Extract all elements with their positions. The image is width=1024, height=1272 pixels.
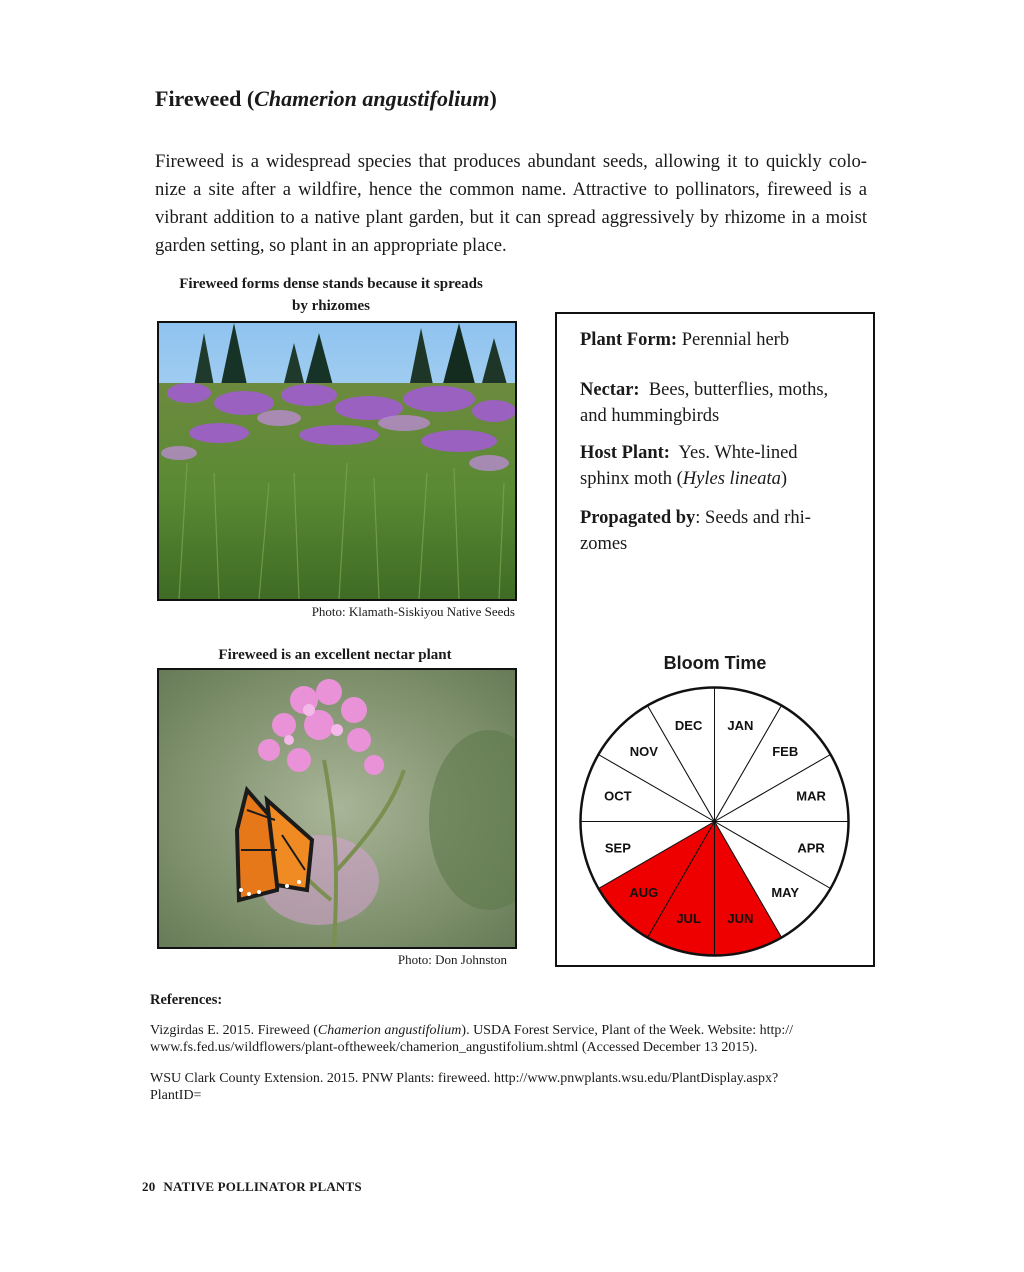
- propagated-by-row: Propagated by: Seeds and rhi- zomes: [580, 508, 811, 554]
- bloom-label-jul: JUL: [676, 911, 701, 927]
- plant-info-box: [555, 312, 875, 967]
- bloom-label-sep: SEP: [604, 840, 631, 856]
- bloom-label-nov: NOV: [629, 743, 658, 759]
- figure2-caption: Fireweed is an excellent nectar plant: [218, 647, 452, 663]
- bloom-label-may: MAY: [771, 885, 800, 901]
- figure2-photo-credit: Photo: Don Johnston: [397, 952, 507, 967]
- bloom-label-jun: JUN: [727, 911, 754, 927]
- page-footer: [142, 1179, 362, 1195]
- plant-form-row: Plant Form: Perennial herb: [580, 330, 790, 350]
- intro-paragraph: Fireweed is a widespread species that produces abundant seeds, allowing it to quickly colo- nize a site after a wildfire, hence the common name. Attractive to pollinators, fireweed is a vibrant addition to a native plant garden, but it can spread aggressively by rhizome in a moist garden setting, so plant in an appropriate place.: [155, 151, 867, 256]
- bloom-label-feb: FEB: [772, 743, 799, 759]
- host-plant-row: Host Plant: Yes. Whte-lined sphinx moth (Hyles lineata): [580, 443, 798, 489]
- bloom-label-mar: MAR: [796, 788, 826, 804]
- bloom-label-apr: APR: [797, 840, 825, 856]
- figure1-photo-credit: Photo: Klamath-Siskiyou Native Seeds: [311, 604, 515, 619]
- reference-2: WSU Clark County Extension. 2015. PNW Plants: fireweed. http://www.pnwplants.wsu.edu/PlantDisplay.aspx? PlantID=: [150, 1071, 779, 1103]
- running-title: NATIVE POLLINATOR PLANTS: [163, 1179, 362, 1194]
- bloom-time-wheel: [577, 684, 852, 959]
- page-number: 20: [142, 1179, 156, 1194]
- title-scientific-name: Chamerion angustifolium: [254, 86, 490, 111]
- page-title: Fireweed (Chamerion angustifolium): [155, 86, 497, 111]
- bloom-time-title: Bloom Time: [663, 653, 767, 673]
- references-heading: References:: [150, 992, 223, 1008]
- bloom-label-oct: OCT: [604, 788, 632, 804]
- bloom-label-jan: JAN: [727, 717, 754, 733]
- nectar-row: Nectar: Bees, butterflies, moths, and hummingbirds: [580, 380, 829, 426]
- fireweed-meadow-photo: [157, 321, 517, 601]
- reference-1: Vizgirdas E. 2015. Fireweed (Chamerion angustifolium). USDA Forest Service, Plant of the Week. Website: http:// www.fs.fed.us/wildflowers/plant-oftheweek/chamerion_angustifolium.shtml (Accessed December 13 2015).: [150, 1023, 794, 1055]
- figure1-caption: Fireweed forms dense stands because it spreads by rhizomes: [179, 276, 483, 314]
- bloom-label-dec: DEC: [674, 717, 703, 733]
- bloom-label-aug: AUG: [629, 885, 659, 901]
- monarch-butterfly-photo: [157, 668, 517, 949]
